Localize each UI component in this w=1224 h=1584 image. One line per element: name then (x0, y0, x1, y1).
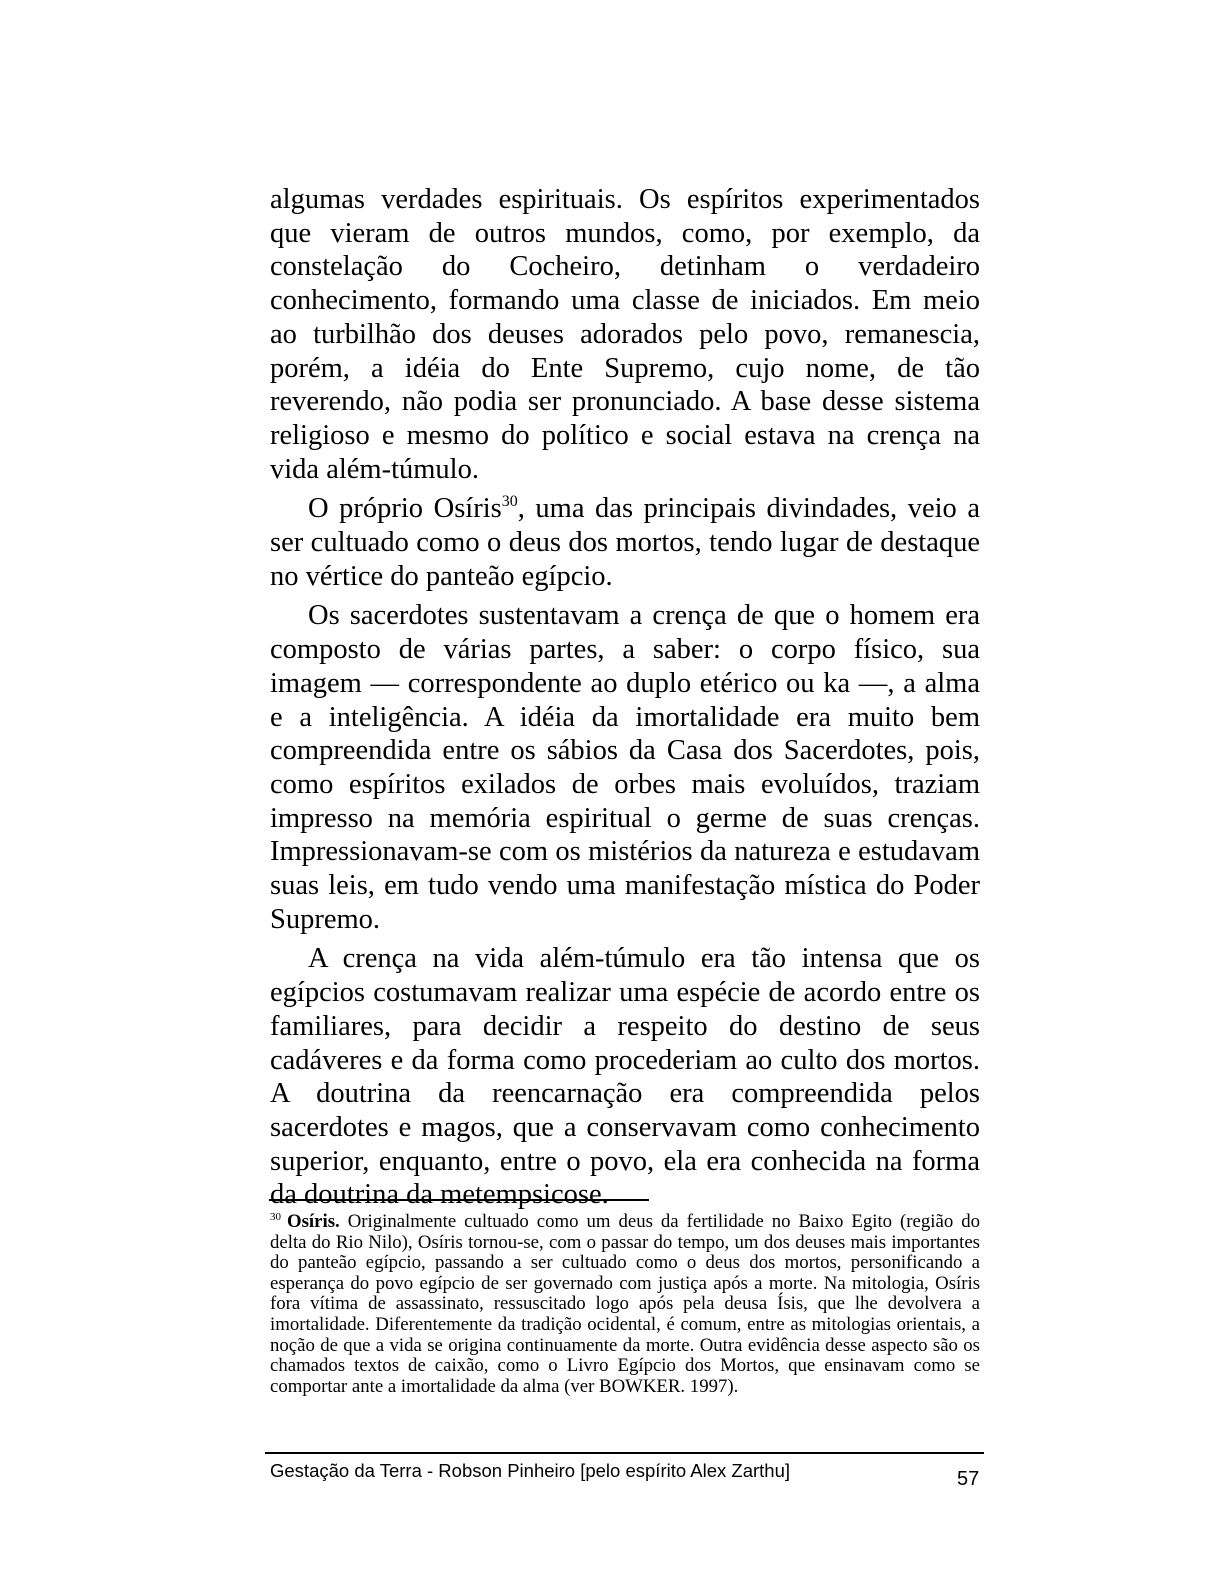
paragraph: algumas verdades espirituais. Os espíritos experimentados que vieram de outros mundos, como, por exemplo, da constelação do Cocheiro, detinham o verdadeiro conhecimento, formando uma classe de iniciados. Em meio ao turbilhão dos deuses adorados pelo povo, remanescia, porém, a idéia do Ente Supremo, cujo nome, de tão reverendo, não podia ser pronunciado. A base desse sistema religioso e mesmo do político e social estava na crença na vida além-túmulo. (270, 184, 980, 485)
paragraph: A crença na vida além-túmulo era tão intensa que os egípcios costumavam realizar uma espécie de acordo entre os familiares, para decidir a respeito do destino de seus cadáveres e da forma como procederiam ao culto dos mortos. A doutrina da reencarnação era compreendida pelos sacerdotes e magos, que a conservavam como conhecimento superior, enquanto, entre o povo, ela era conhecida na forma da doutrina da metempsicose. (270, 943, 980, 1211)
footnote (270, 1212, 980, 1397)
footnote-number: 30 (270, 1211, 281, 1223)
paragraph-text: , uma das principais divindades, veio a ser cultuado como o deus dos mortos, tendo lugar de destaque no vértice do panteão egípcio. (270, 493, 981, 592)
footnote-text: Originalmente cultuado como um deus da fertilidade no Baixo Egito (região do delta do Rio Nilo), Osíris tornou-se, com o passar do tempo, um dos deuses mais importantes do panteão egípcio, passando a ser cultuado como o deus dos mortos, personificando a esperança do povo egípcio de ser governado com justiça após a morte. Na mitologia, Osíris fora vítima de assassinato, ressuscitado logo após pela deusa Ísis, que lhe devolvera a imortalidade. Diferentemente da tradição ocidental, é comum, entre as mitologias orientais, a noção de que a vida se origina continuamente da morte. Outra evidência desse aspecto são os chamados textos de caixão, como o Livro Egípcio dos Mortos, que ensinavam como se comportar ante a imortalidade da alma (ver BOWKER. 1997). (270, 1211, 980, 1397)
body-text (270, 183, 980, 1218)
footer-rule (265, 1452, 984, 1454)
paragraph: Os sacerdotes sustentavam a crença de que o homem era composto de várias partes, a saber: o corpo físico, sua imagem — correspondente ao duplo etérico ou ka —, a alma e a inteligência. A idéia da imortalidade era muito bem compreendida entre os sábios da Casa dos Sacerdotes, pois, como espíritos exilados de orbes mais evoluídos, traziam impresso na memória espiritual o germe de suas crenças. Impressionavam-se com os mistérios da natureza e estudavam suas leis, em tudo vendo uma manifestação mística do Poder Supremo. (270, 600, 980, 935)
paragraph (270, 492, 980, 593)
footnote-term: Osíris. (287, 1211, 340, 1232)
footnote-reference[interactable]: 30 (501, 493, 518, 511)
running-footer: Gestação da Terra - Robson Pinheiro [pelo espírito Alex Zarthu] (270, 1460, 790, 1481)
footnote-separator (269, 1199, 649, 1201)
page-number: 57 (957, 1468, 980, 1490)
paragraph-text: O próprio Osíris (308, 493, 502, 525)
